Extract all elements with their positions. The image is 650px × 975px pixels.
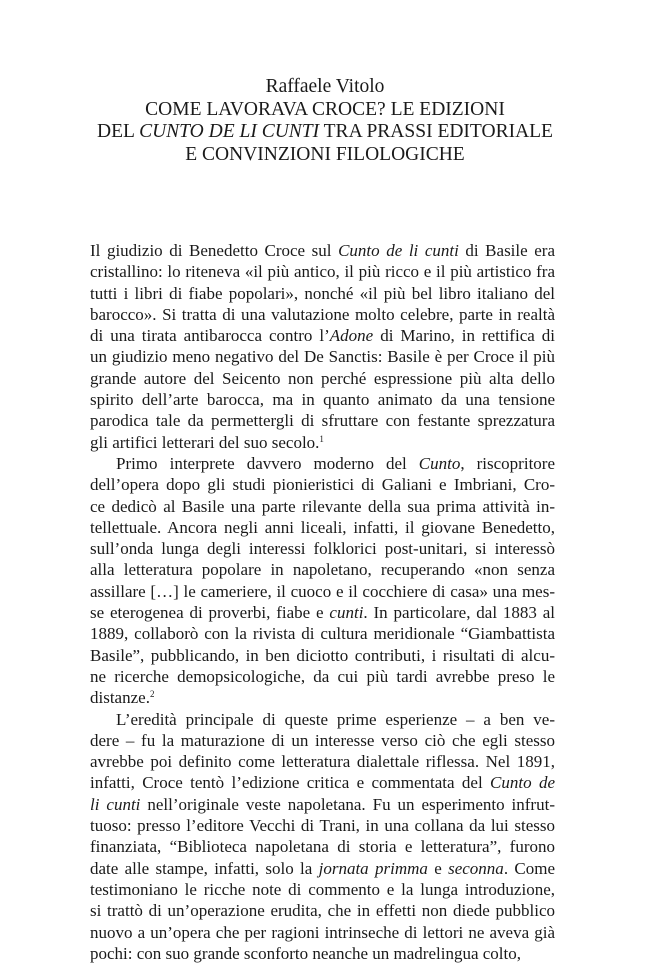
- text-line: [90, 517, 555, 538]
- chapter-title-line-1: COME LAVORAVA CROCE? LE EDIZIONI: [145, 98, 505, 120]
- text-run: , riscopritore: [460, 453, 555, 473]
- text-run: testimoniano le ricche note di commento e la lunga introduzione,: [90, 879, 555, 899]
- text-line: [90, 623, 555, 644]
- text-line: [90, 496, 555, 517]
- text-line: [90, 666, 555, 687]
- text-run: 1889, collaborò con la rivista di cultura meridionale “Giambattista: [90, 624, 555, 644]
- text-run: e: [427, 858, 449, 878]
- text-run: . Come: [503, 858, 555, 878]
- text-run: tutti i libri di fiabe popolari», nonché «il più bel libro italiano del: [90, 283, 555, 303]
- text-line: [90, 772, 555, 793]
- text-line: [90, 581, 555, 602]
- footnote-marker: 2: [149, 689, 155, 700]
- text-run: gli artifici letterari del suo secolo.: [90, 432, 320, 452]
- text-run: se eterogenea di proverbi, fiabe e: [90, 603, 330, 623]
- text-run: alla letteratura popolare in napoletano, recuperando «non senza: [90, 560, 555, 580]
- italic-text: seconna: [448, 858, 504, 878]
- italic-text: cunti: [329, 603, 364, 623]
- text-line: [90, 709, 555, 730]
- text-line: [90, 432, 555, 453]
- title-line-2-prefix: DEL: [97, 121, 140, 142]
- text-line: [90, 687, 555, 708]
- text-run: parodica tale da permettergli di sfruttare con festante sprezzatura: [90, 411, 555, 431]
- italic-text: Cunto de: [490, 773, 555, 793]
- text-run: sull’onda lunga degli interessi folklorici post-unitari, si interessò: [90, 539, 555, 559]
- text-run: infatti, Croce tentò l’edizione critica e commentata del: [90, 773, 491, 793]
- text-line: [90, 815, 555, 836]
- text-run: di Marino, in rettifica di: [373, 326, 555, 346]
- author-name: Raffaele Vitolo: [265, 76, 385, 97]
- text-run: nell’originale veste napoletana. Fu un esperimento infrut-: [140, 794, 555, 814]
- text-line: [90, 261, 555, 282]
- text-line: [90, 410, 555, 431]
- text-run: assillare […] le cameriere, il cuoco e il cocchiere di casa» una mes-: [90, 581, 555, 601]
- text-line: [90, 751, 555, 772]
- italic-text: li cunti: [90, 794, 141, 814]
- text-line: [90, 602, 555, 623]
- text-run: grande autore del Seicento non perché espressione più alta dello: [90, 368, 555, 388]
- text-line: [90, 240, 555, 261]
- text-line: [90, 922, 555, 943]
- text-line: [90, 538, 555, 559]
- text-run: nuovo a un’opera che per ragioni intrinseche di lettori ne aveva già: [90, 922, 555, 942]
- text-line: [90, 304, 555, 325]
- text-run: L’eredità principale di queste prime esperienze – a ben ve-: [116, 709, 555, 729]
- text-run: dere – fu la maturazione di un interesse verso ciò che egli stesso: [90, 730, 555, 750]
- text-run: tellettuale. Ancora negli anni liceali, infatti, il giovane Benedetto,: [90, 517, 555, 537]
- text-line: [90, 645, 555, 666]
- text-line: [90, 943, 555, 964]
- text-run: spirito dell’arte barocca, ma in quanto animato da una tensione: [90, 390, 555, 410]
- text-line: [90, 389, 555, 410]
- text-run: ne ricerche demopsicologiche, da cui più tardi avrebbe preso le: [90, 666, 555, 686]
- text-run: distanze.: [90, 688, 150, 708]
- text-line: [90, 346, 555, 367]
- text-run: cristallino: lo riteneva «il più antico, il più ricco e il più artistico fra: [90, 262, 555, 282]
- text-run: Basile”, pubblicando, in ben diciotto contributi, i risultati di alcu-: [90, 645, 555, 665]
- body-text: [90, 240, 555, 964]
- text-run: di una tirata antibarocca contro l’: [90, 326, 330, 346]
- italic-text: Cunto de li cunti: [338, 241, 459, 260]
- text-run: avrebbe poi definito come letteratura dialettale riflessa. Nel 1891,: [90, 752, 555, 772]
- text-run: un giudizio meno negativo del De Sanctis: Basile è per Croce il più: [90, 347, 555, 367]
- title-line-2-suffix: TRA PRASSI EDITORIALE: [319, 121, 553, 142]
- text-line: [90, 325, 555, 346]
- text-run: pochi: con suo grande sconforto neanche un madrelingua colto,: [90, 943, 522, 963]
- text-run: finanziata, “Biblioteca napoletana di storia e letteratura”, furono: [90, 837, 555, 857]
- text-line: [90, 836, 555, 857]
- text-run: Il giudizio di Benedetto Croce sul: [90, 241, 339, 260]
- text-run: Primo interprete davvero moderno del: [116, 453, 419, 473]
- text-line: [90, 730, 555, 751]
- footnote-marker: 1: [319, 433, 324, 444]
- text-line: [90, 858, 555, 879]
- chapter-title-line-2: [0, 121, 650, 144]
- italic-text: Adone: [329, 326, 374, 346]
- title-work-italic: CUNTO DE LI CUNTI: [139, 121, 320, 142]
- text-run: barocco». Si tratta di una valutazione molto celebre, parte in realtà: [90, 304, 555, 324]
- text-line: [90, 283, 555, 304]
- text-line: [90, 368, 555, 389]
- text-line: [90, 559, 555, 580]
- text-run: si trattò di un’operazione erudita, che in effetti non diede pubblico: [90, 901, 555, 921]
- italic-text: Cunto: [418, 453, 461, 473]
- text-run: di Basile era: [458, 241, 555, 260]
- text-run: date alle stampe, infatti, solo la: [90, 858, 319, 878]
- text-line: [90, 453, 555, 474]
- chapter-title-line-3: E CONVINZIONI FILOLOGICHE: [185, 143, 465, 165]
- text-line: [90, 794, 555, 815]
- text-run: . In particolare, dal 1883 al: [363, 603, 556, 623]
- text-run: tuoso: presso l’editore Vecchi di Trani, in una collana da lui stesso: [90, 816, 555, 836]
- text-line: [90, 879, 555, 900]
- text-line: [90, 900, 555, 921]
- chapter-header: [0, 76, 650, 166]
- text-run: ce dedicò al Basile una parte rilevante della sua prima attività in-: [90, 496, 555, 516]
- text-run: dell’opera dopo gli studi pionieristici di Galiani e Imbriani, Cro-: [90, 475, 555, 495]
- italic-text: jornata primma: [318, 858, 428, 878]
- text-line: [90, 474, 555, 495]
